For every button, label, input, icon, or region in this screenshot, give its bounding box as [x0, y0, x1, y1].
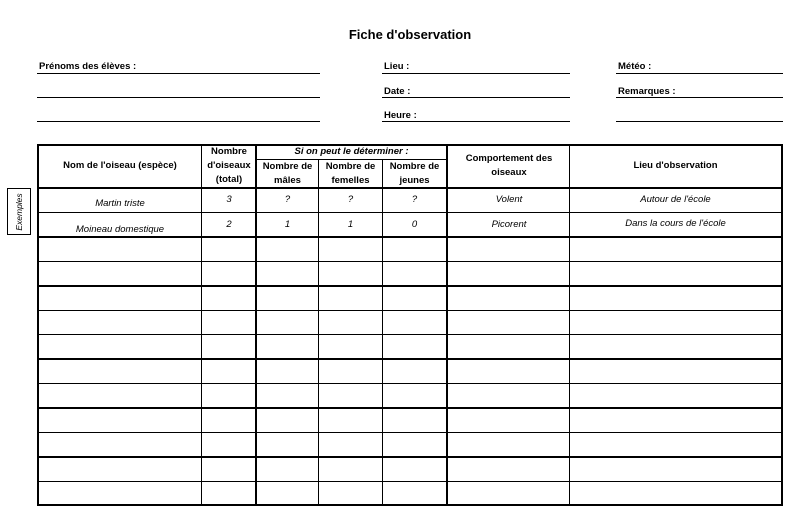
row2-nom: Moineau domestique [75, 224, 165, 235]
meteo-line[interactable] [616, 73, 783, 74]
prenoms-label: Prénoms des élèves : [39, 61, 137, 72]
header-nombre: Nombre d'oiseaux (total) [207, 146, 251, 185]
row-line [37, 432, 783, 433]
remarques-line-2[interactable] [616, 121, 783, 122]
header-jeunes: Nombre de jeunes [389, 160, 440, 186]
row-line [37, 456, 783, 458]
row2-comportement: Picorent [491, 219, 527, 230]
row1-femelles: ? [347, 194, 354, 205]
row2-lieu: Dans la cours de l'école [625, 218, 726, 229]
row1-nom: Martin triste [95, 198, 145, 209]
col-divider-1 [201, 144, 202, 506]
header-lieu: Lieu d'observation [633, 160, 718, 171]
row2-total: 2 [226, 219, 232, 230]
header-nom: Nom de l'oiseau (espèce) [63, 160, 177, 171]
observation-table [37, 144, 783, 506]
header-si-on-peut: Si on peut le déterminer : [294, 145, 409, 157]
lieu-line[interactable] [382, 73, 570, 74]
row2-jeunes: 0 [411, 219, 418, 230]
row-line [37, 383, 783, 384]
row1-lieu: Autour de l'école [640, 194, 711, 205]
remarques-label: Remarques : [618, 86, 676, 97]
col-divider-5 [446, 144, 448, 506]
row1-jeunes: ? [411, 194, 418, 205]
remarques-line-1[interactable] [616, 97, 783, 98]
table-border-right [781, 144, 783, 506]
table-border-bottom [37, 504, 783, 506]
page-title: Fiche d'observation [348, 27, 472, 42]
row-line [37, 358, 783, 360]
header-males: Nombre de mâles [262, 160, 313, 186]
lieu-label: Lieu : [384, 61, 410, 72]
date-label: Date : [384, 86, 411, 97]
meteo-label: Météo : [618, 61, 652, 72]
prenoms-line-3[interactable] [37, 121, 320, 122]
row-line [37, 310, 783, 311]
header-femelles: Nombre de femelles [325, 160, 376, 186]
row-line [37, 407, 783, 409]
row1-males: ? [284, 194, 291, 205]
prenoms-line-2[interactable] [37, 97, 320, 98]
prenoms-line-1[interactable] [37, 73, 320, 74]
examples-label-box [7, 188, 31, 235]
heure-label: Heure : [384, 110, 417, 121]
heure-line[interactable] [382, 121, 570, 122]
header-comportement: Comportement des oiseaux [465, 153, 553, 178]
row-line [37, 334, 783, 335]
row2-femelles: 1 [347, 219, 354, 230]
examples-label: Exemples [14, 192, 24, 231]
row1-total: 3 [226, 194, 232, 205]
row-line [37, 481, 783, 482]
row-line [37, 285, 783, 287]
date-line[interactable] [382, 97, 570, 98]
row2-males: 1 [284, 219, 291, 230]
row-line [37, 261, 783, 262]
row1-comportement: Volent [495, 194, 523, 205]
